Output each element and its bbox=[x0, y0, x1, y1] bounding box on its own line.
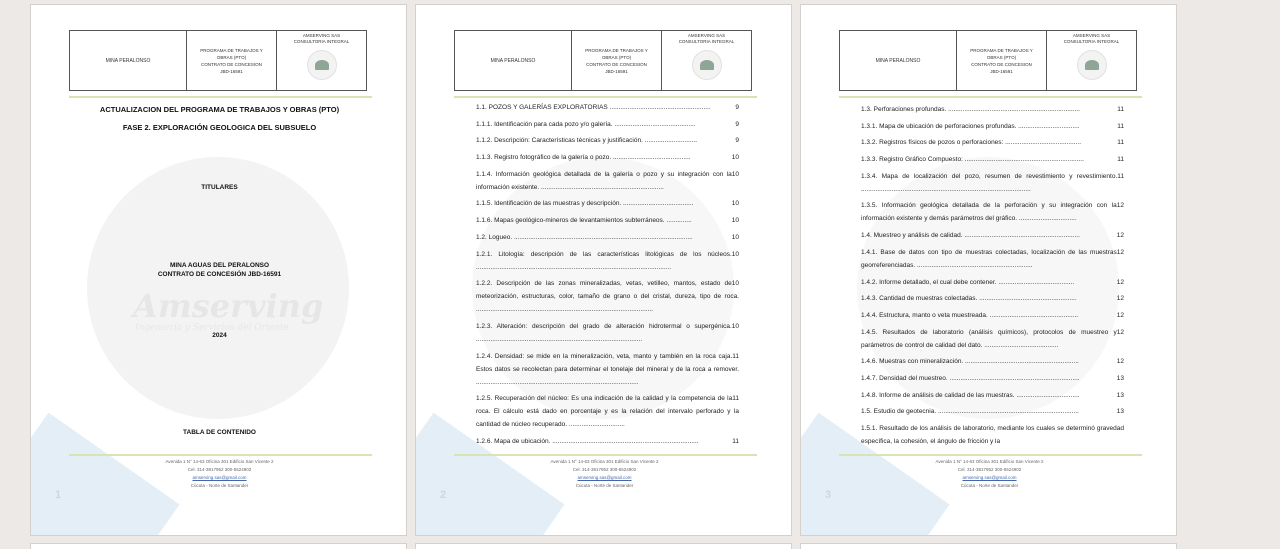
footer-email-link[interactable]: amserving.sas@gmail.com bbox=[962, 475, 1017, 480]
toc-entry[interactable]: 12 1.4.5. Resultados de laboratorio (análisis químicos), protocolos de muestreo y parámetros de control de calidad del dato. ......................................... bbox=[861, 328, 1124, 349]
header-program-cell: PROGRAMA DE TRABAJOS Y OBRAS (PTO) CONTRATO DE CONCESION JBD-16591 bbox=[957, 31, 1047, 90]
holder-line-1: MINA AGUAS DEL PERALONSO bbox=[169, 262, 270, 269]
page-footer: Avenida 1 N° 14-63 Oficina 301 Edificio San Vicente 2 Cel. 314-3817952 300-5524902 amserving.sas@gmail.com Cúcuta - Norte de Santander bbox=[801, 458, 1177, 490]
toc-entry[interactable]: 12 1.3.5. Información geológica detallada de la perforación y su integración con la información existente y demás parámetros del gráfico. ................................ bbox=[861, 202, 1124, 223]
header-mine-cell: MINA PERALONSO bbox=[840, 31, 957, 90]
toc-entry[interactable]: 10 1.2.1. Litología: descripción de las características litológicas de los núcleos. ............................................................................................................ bbox=[476, 250, 739, 271]
toc-entry[interactable]: 12 1.4.1. Base de datos con tipo de muestras colectadas, localización de las muestras georreferenciadas. ................................................................ bbox=[861, 248, 1124, 269]
header-divider bbox=[454, 96, 757, 98]
footer-divider bbox=[454, 454, 757, 456]
company-logo-icon bbox=[1077, 50, 1107, 80]
toc-entry[interactable]: 1.5.1. Resultado de los análisis de laboratorio, mediante los cuales se determinó gravedad específica, la cohesión, el ángulo de fricción y la bbox=[861, 425, 1124, 445]
toc-entry[interactable]: 13 1.4.8. Informe de análisis de calidad de las muestras. ................................... bbox=[861, 391, 1124, 399]
page-number: 2 bbox=[440, 489, 447, 501]
page-header-table bbox=[839, 30, 1137, 91]
header-company-cell: AMSERVING SAS CONSULTORIA INTEGRAL bbox=[662, 31, 751, 90]
page-thumbnail-3[interactable] bbox=[800, 4, 1177, 536]
toc-entry[interactable]: 10 1.2.3. Alteración: descripción del grado de alteración hidrotermal o supergénica. ............................................................................................ bbox=[476, 322, 739, 343]
header-company-cell: AMSERVING SAS CONSULTORIA INTEGRAL bbox=[277, 31, 366, 90]
toc-entry[interactable]: 12 1.4. Muestreo y análisis de calidad. ................................................................ bbox=[861, 232, 1124, 240]
watermark-tagline: Ingeniería y Servicios del Oriente bbox=[135, 323, 289, 333]
toc-entry[interactable]: 9 1.1. POZOS Y GALERÍAS EXPLORATORIAS ........................................................ bbox=[476, 104, 739, 111]
holder-line-2: CONTRATO DE CONCESIÓN JBD-16591 bbox=[157, 271, 282, 278]
page-thumbnail-4[interactable] bbox=[30, 543, 407, 549]
toc-entry[interactable]: 11 1.3.2. Registros físicos de pozos o perforaciones: .......................................... bbox=[861, 139, 1124, 147]
toc-entry[interactable]: 11 1.3. Perforaciones profundas. ......................................................................... bbox=[861, 106, 1124, 113]
toc-entry[interactable]: 13 1.4.7. Densidad del muestreo. ........................................................................ bbox=[861, 374, 1124, 382]
header-divider bbox=[69, 96, 372, 98]
toc-entry[interactable]: 11 1.3.4. Mapa de localización del pozo, resumen de revestimiento y revestimiento. .............................................................................................. bbox=[861, 172, 1124, 193]
toc-entry[interactable]: 12 1.4.3. Cantidad de muestras colectadas. ...................................................... bbox=[861, 295, 1124, 303]
header-mine-cell: MINA PERALONSO bbox=[455, 31, 572, 90]
header-program-cell: PROGRAMA DE TRABAJOS Y OBRAS (PTO) CONTRATO DE CONCESION JBD-16591 bbox=[572, 31, 662, 90]
document-subtitle: FASE 2. EXPLORACIÓN GEOLOGICA DEL SUBSUELO bbox=[122, 123, 317, 132]
toc-entry[interactable]: 10 1.2. Logueo. ................................................................................................... bbox=[476, 233, 739, 241]
toc-entry[interactable]: 10 1.1.6. Mapas geológico-mineros de levantamientos subterráneos. .............. bbox=[476, 217, 739, 225]
toc-entry[interactable]: 12 1.4.2. Informe detallado, el cual debe contener. .......................................... bbox=[861, 278, 1124, 286]
company-logo-icon bbox=[692, 50, 722, 80]
toc-list bbox=[861, 103, 1124, 452]
toc-entry[interactable]: 10 1.1.5. Identificación de las muestras y descripción. ....................................... bbox=[476, 200, 739, 208]
toc-entry[interactable]: 9 1.1.1. Identificación para cada pozo y/o galería. ............................................. bbox=[476, 120, 739, 128]
page-thumbnail-2[interactable] bbox=[415, 4, 792, 536]
page-thumbnail-6[interactable] bbox=[800, 543, 1177, 549]
page-thumbnail-5[interactable] bbox=[415, 543, 792, 549]
footer-divider bbox=[839, 454, 1142, 456]
footer-email-link[interactable]: amserving.sas@gmail.com bbox=[577, 475, 632, 480]
watermark-brand: Amserving bbox=[133, 287, 324, 325]
toc-entry[interactable]: 12 1.4.6. Muestras con mineralización. ............................................................... bbox=[861, 358, 1124, 366]
toc-list bbox=[476, 101, 739, 452]
page-header-table bbox=[69, 30, 367, 91]
company-logo-icon bbox=[307, 50, 337, 80]
document-year: 2024 bbox=[212, 332, 227, 339]
page-footer: Avenida 1 N° 14-63 Oficina 301 Edificio San Vicente 2 Cel. 314-3817952 300-5524902 amserving.sas@gmail.com Cúcuta - Norte de Santander bbox=[416, 458, 792, 490]
toc-entry[interactable]: 11 1.3.3. Registro Gráfico Compuesto: .................................................................. bbox=[861, 156, 1124, 164]
footer-email-link[interactable]: amserving.sas@gmail.com bbox=[192, 475, 247, 480]
holders-label: TITULARES bbox=[201, 184, 238, 191]
page-footer: Avenida 1 N° 14-63 Oficina 301 Edificio San Vicente 2 Cel. 314-3817952 300-5524902 amserving.sas@gmail.com Cúcuta - Norte de Santander bbox=[31, 458, 407, 490]
toc-entry[interactable]: 11 1.3.1. Mapa de ubicación de perforaciones profundas. .................................. bbox=[861, 122, 1124, 130]
page-number: 3 bbox=[825, 489, 832, 501]
toc-entry[interactable]: 13 1.5. Estudio de geotecnia. .............................................................................. bbox=[861, 408, 1124, 416]
header-mine-cell: MINA PERALONSO bbox=[70, 31, 187, 90]
toc-entry[interactable]: 10 1.1.3. Registro fotográfico de la galería o pozo. ........................................... bbox=[476, 154, 739, 162]
header-program-cell: PROGRAMA DE TRABAJOS Y OBRAS (PTO) CONTRATO DE CONCESION JBD-16591 bbox=[187, 31, 277, 90]
toc-entry[interactable]: 9 1.1.2. Descripción: Características técnicas y justificación. ............................. bbox=[476, 137, 739, 145]
page-header-table bbox=[454, 30, 752, 91]
footer-divider bbox=[69, 454, 372, 456]
toc-entry[interactable]: 10 1.2.2. Descripción de las zonas mineralizadas, vetas, vetilleo, mantos, estado de meteorización, estructuras, color, tamaño de grano o del cristal, dureza, tipo de roca. .................................................................................................. bbox=[476, 280, 739, 314]
toc-entry[interactable]: 12 1.4.4. Estructura, manto o veta muestreada. ................................................. bbox=[861, 311, 1124, 319]
toc-entry[interactable]: 11 1.2.6. Mapa de ubicación. ................................................................................. bbox=[476, 437, 739, 445]
toc-entry[interactable]: 11 1.2.4. Densidad: se mide en la mineralización, veta, manto y también en la roca caja. Estos datos se recolectan para determinar el tonelaje del mineral y de la roca a remover. .......................................................................................... bbox=[476, 352, 739, 386]
page-number: 1 bbox=[55, 489, 62, 501]
toc-heading: TABLA DE CONTENIDO bbox=[183, 429, 256, 436]
header-company-cell: AMSERVING SAS CONSULTORIA INTEGRAL bbox=[1047, 31, 1136, 90]
document-title: ACTUALIZACION DEL PROGRAMA DE TRABAJOS Y OBRAS (PTO) bbox=[99, 105, 340, 114]
toc-entry[interactable]: 11 1.2.5. Recuperación del núcleo: Es una indicación de la calidad y la competencia de la roca. El cálculo está dado en porcentaje y es la relación del intervalo perforado y la cantidad de núcleo recuperado. ............................... bbox=[476, 395, 739, 429]
page-thumbnail-1[interactable] bbox=[30, 4, 407, 536]
header-divider bbox=[839, 96, 1142, 98]
toc-entry[interactable]: 10 1.1.4. Información geológica detallada de la galería o pozo y su integración con la información existente. .................................................................... bbox=[476, 170, 739, 191]
